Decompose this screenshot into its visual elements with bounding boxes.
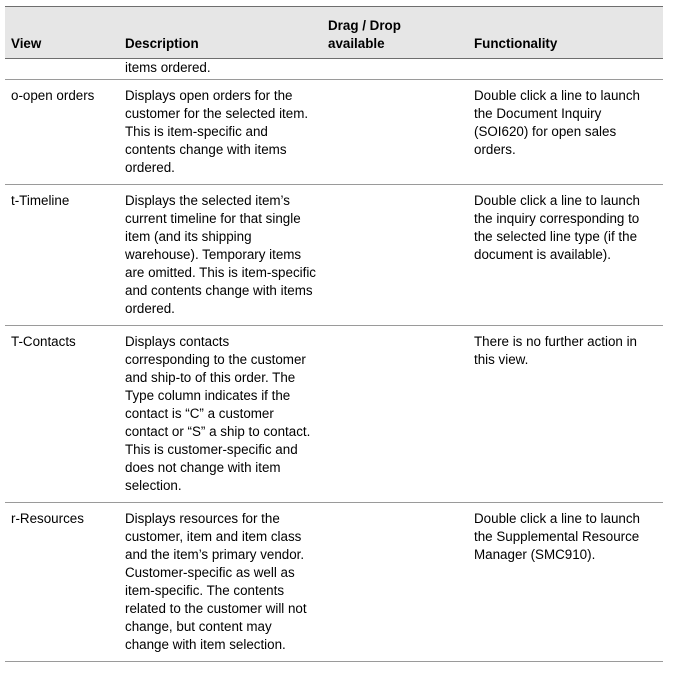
cell-view [5, 59, 119, 80]
header-drag-drop-line1: Drag / Drop [328, 18, 401, 33]
table-row [5, 185, 663, 326]
header-functionality: Functionality [468, 7, 663, 59]
cell-view: T-Contacts [5, 326, 119, 503]
cell-drag-drop [322, 185, 468, 326]
cell-functionality: Double click a line to launch the inquiry corresponding to the selected line type (if the document is available). [468, 185, 663, 326]
cell-description: Displays open orders for the customer for the selected item. This is item-specific and contents change with items ordered. [119, 80, 322, 185]
cell-drag-drop [322, 80, 468, 185]
cell-drag-drop [322, 326, 468, 503]
cell-view: r-Resources [5, 503, 119, 662]
cell-functionality [468, 59, 663, 80]
header-view: View [5, 7, 119, 59]
cell-description: items ordered. [119, 59, 322, 80]
views-table [5, 6, 663, 662]
table-row [5, 80, 663, 185]
cell-drag-drop [322, 503, 468, 662]
cell-description: Displays contacts corresponding to the customer and ship-to of this order. The Type column indicates if the contact is “C” a customer contact or “S” a ship to contact. This is customer-specific and does not change with item selection. [119, 326, 322, 503]
header-drag-drop-line2: available [328, 36, 385, 51]
cell-view: o-open orders [5, 80, 119, 185]
table-row [5, 503, 663, 662]
cell-functionality: Double click a line to launch the Document Inquiry (SOI620) for open sales orders. [468, 80, 663, 185]
cell-drag-drop [322, 59, 468, 80]
table-header [5, 7, 663, 59]
header-drag-drop [322, 7, 468, 59]
table-row-continued [5, 59, 663, 80]
cell-functionality: Double click a line to launch the Supplemental Resource Manager (SMC910). [468, 503, 663, 662]
header-description: Description [119, 7, 322, 59]
table-body [5, 59, 663, 662]
cell-view: t-Timeline [5, 185, 119, 326]
cell-description: Displays resources for the customer, item and item class and the item’s primary vendor. Customer-specific as well as item-specific. The contents related to the customer will not change, but content may change with item selection. [119, 503, 322, 662]
cell-functionality: There is no further action in this view. [468, 326, 663, 503]
header-row [5, 7, 663, 59]
table-row [5, 326, 663, 503]
cell-description: Displays the selected item’s current timeline for that single item (and its shipping warehouse). Temporary items are omitted. This is item-specific and contents change with items ordered. [119, 185, 322, 326]
